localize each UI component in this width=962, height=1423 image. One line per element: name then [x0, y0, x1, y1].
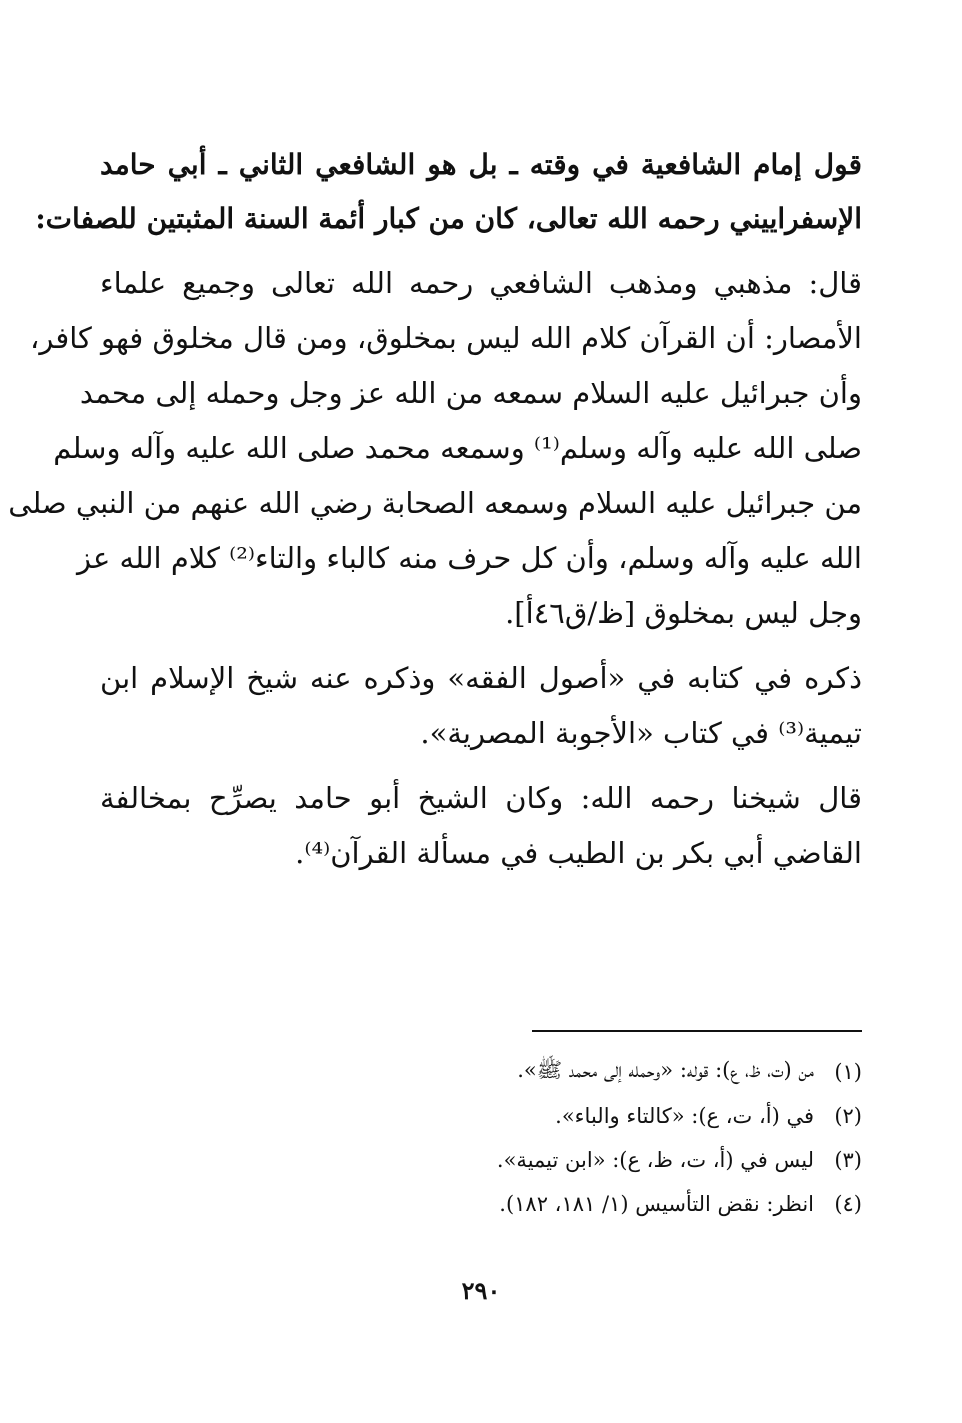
footnote-item	[100, 1138, 862, 1182]
footnote-divider	[532, 1030, 862, 1032]
footnote-number: (١)	[834, 1060, 862, 1084]
text-line: الله عليه وآله وسلم، وأن كل حرف منه كالباء والتاء⁽²⁾ كلام الله عز	[77, 541, 862, 575]
page-body	[8, 138, 862, 881]
footnote-text: انظر: نقض التأسيس (١/ ١٨١، ١٨٢).	[499, 1192, 814, 1216]
paragraph-quote	[8, 256, 862, 641]
page-number: ٢٩٠	[461, 1276, 501, 1305]
footnote-item	[100, 1094, 862, 1138]
text-line: ذكره في كتابه في «أصول الفقه» وذكره عنه شيخ الإسلام ابن	[100, 661, 862, 695]
text-line: وجل ليس بمخلوق [ظ/ق٤٦أ].	[505, 596, 862, 630]
footnote-text: في (أ، ت، ع): «كالتاء والباء».	[555, 1104, 814, 1128]
text-line: صلى الله عليه وآله وسلم⁽¹⁾ وسمعه محمد صلى الله عليه وآله وسلم	[53, 431, 862, 465]
text-line: وأن جبرائيل عليه السلام سمعه من الله عز وجل وحمله إلى محمد	[79, 376, 862, 410]
footnote-number: (٢)	[834, 1104, 862, 1128]
paragraph-comment	[100, 771, 862, 881]
footnote-number: (٣)	[834, 1148, 862, 1172]
footnotes	[100, 1030, 862, 1226]
footnote-item	[100, 1050, 862, 1094]
text-line: قال شيخنا رحمه الله: وكان الشيخ أبو حامد يصرِّح بمخالفة	[100, 781, 862, 815]
text-line: الأمصار: أن القرآن كلام الله ليس بمخلوق، ومن قال مخلوق فهو كافر،	[29, 321, 862, 355]
heading-line: الإسفراييني رحمه الله تعالى، كان من كبار أئمة السنة المثبتين للصفات:	[35, 202, 862, 235]
footnote-item	[100, 1182, 862, 1226]
text-line: قال: مذهبي ومذهب الشافعي رحمه الله تعالى وجميع علماء	[100, 266, 862, 300]
text-line: القاضي أبي بكر بن الطيب في مسألة القرآن⁽⁴⁾.	[295, 836, 862, 870]
text-line: تيمية⁽³⁾ في كتاب «الأجوبة المصرية».	[420, 716, 862, 750]
footnote-number: (٤)	[834, 1192, 862, 1216]
footnote-text: ليس في (أ، ت، ظ، ع): «ابن تيمية».	[496, 1148, 814, 1172]
text-line: من جبرائيل عليه السلام وسمعه الصحابة رضي الله عنهم من النبي صلى	[8, 486, 862, 520]
footnote-text: من (ت، ظ، ع): قوله: «وحمله إلى محمد ﷺ».	[517, 1057, 814, 1082]
section-heading	[35, 138, 862, 246]
heading-line: قول إمام الشافعية في وقته ـ بل هو الشافعي الثاني ـ أبي حامد	[100, 148, 862, 181]
paragraph-source	[100, 651, 862, 761]
